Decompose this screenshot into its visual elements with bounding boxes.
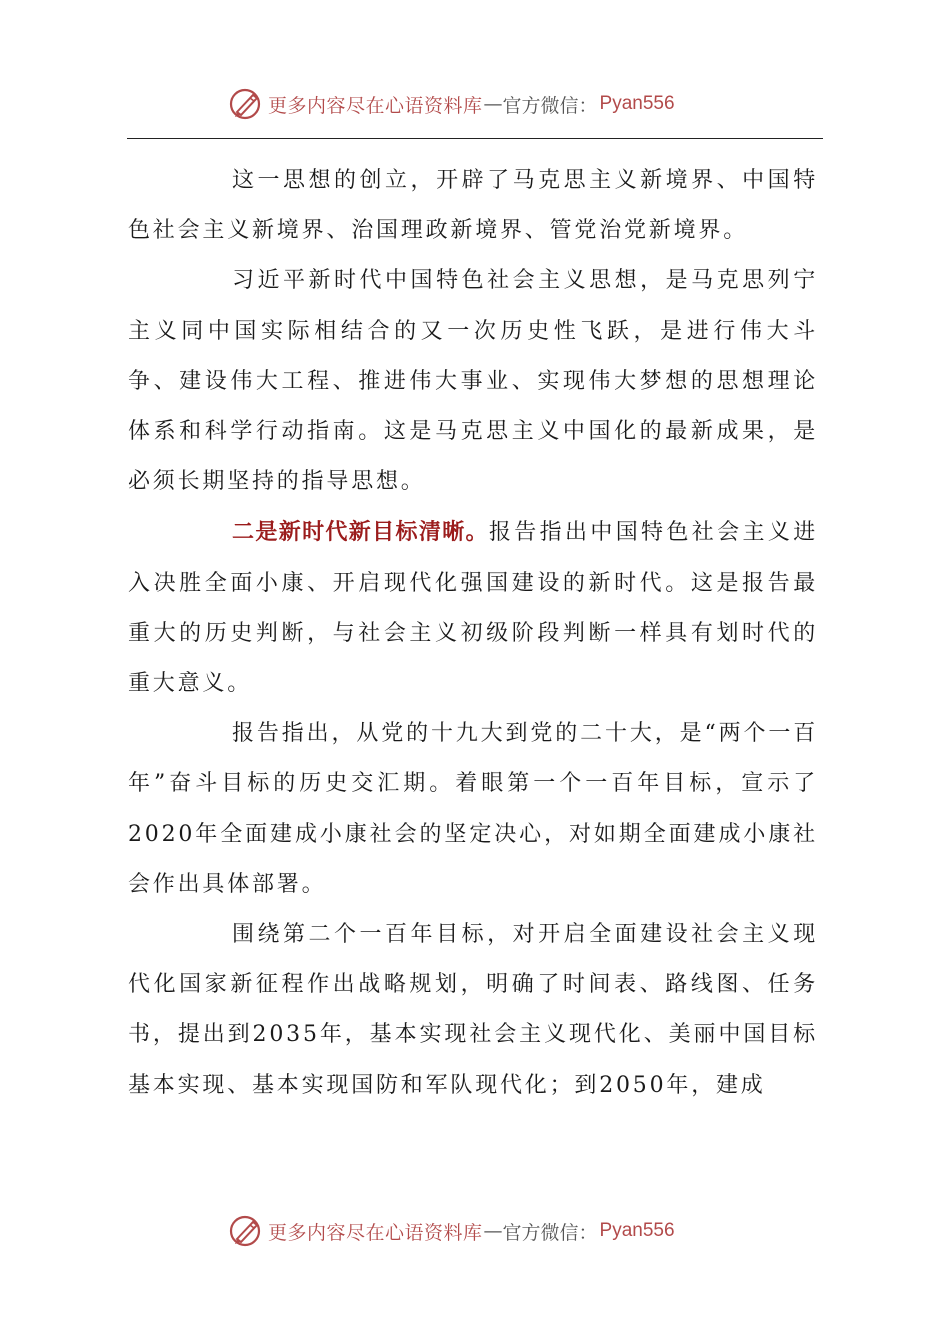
paragraph-2: 习近平新时代中国特色社会主义思想，是马克思列宁主义同中国实际相结合的又一次历史性飞跃，是进行伟大斗争、建设伟大工程、推进伟大事业、实现伟大梦想的思想理论体系和科学行动指南。这是马克思主义中国化的最新成果，是必须长期坚持的指导思想。 [128, 268, 818, 495]
paragraph-3 [128, 507, 818, 709]
pen-logo-icon [228, 1213, 264, 1249]
paragraph-5: 围绕第二个一百年目标，对开启全面建设社会主义现代化国家新征程作出战略规划，明确了时间表、路线图、任务书，提出到2035年，基本实现社会主义现代化、美丽中国目标基本实现、基本实现国防和军队现代化；到2050年，建成 [128, 922, 818, 1098]
paragraph-3-emphasis: 二是新时代新目标清晰。 [232, 519, 489, 546]
footer-wechat-label: 官方微信： [502, 1221, 598, 1244]
header-rule [127, 138, 823, 139]
header-separator: — [483, 93, 503, 115]
header-banner [228, 84, 675, 124]
header-wechat-label: 官方微信： [502, 94, 598, 117]
pen-logo-icon [228, 86, 264, 122]
header-wechat-id: Pyan556 [599, 93, 675, 114]
footer-separator: — [483, 1220, 503, 1242]
document-body [128, 156, 818, 1111]
header-banner-text: 更多内容尽在心语资料库 [268, 94, 483, 117]
footer-wechat-id: Pyan556 [599, 1220, 675, 1241]
footer-banner [228, 1211, 675, 1251]
paragraph-3-text: 报告指出中国特色社会主义进入决胜全面小康、开启现代化强国建设的新时代。这是报告最重大的历史判断，与社会主义初级阶段判断一样具有划时代的重大意义。 [128, 520, 818, 697]
paragraph-4: 报告指出，从党的十九大到党的二十大，是“两个一百年”奋斗目标的历史交汇期。着眼第一个一百年目标，宣示了2020年全面建成小康社会的坚定决心，对如期全面建成小康社会作出具体部署。 [128, 721, 818, 897]
footer-banner-text: 更多内容尽在心语资料库 [268, 1221, 483, 1244]
paragraph-1: 这一思想的创立，开辟了马克思主义新境界、中国特色社会主义新境界、治国理政新境界、管党治党新境界。 [128, 168, 818, 244]
